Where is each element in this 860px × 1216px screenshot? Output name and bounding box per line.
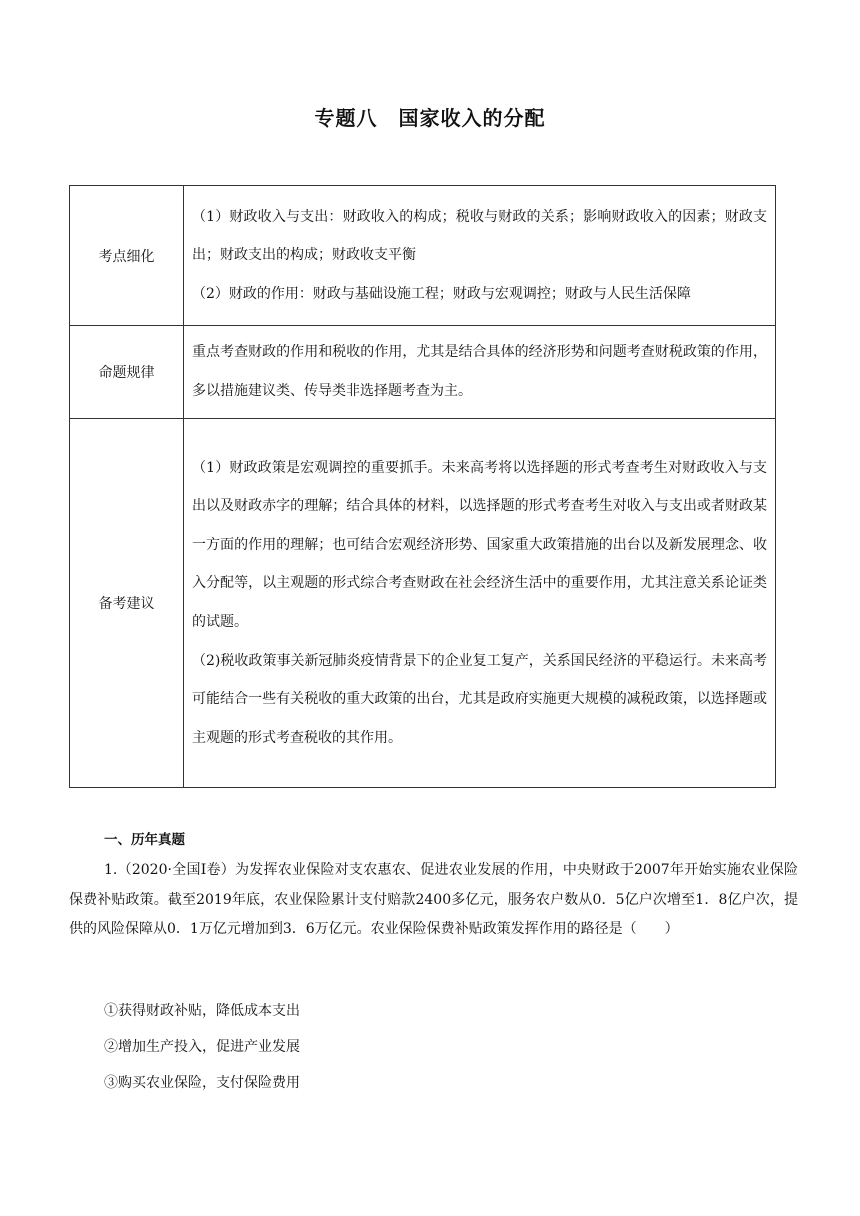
table-row-prep-advice [70, 419, 776, 788]
exam-points-paragraph-2: （2）财政的作用：财政与基础设施工程；财政与宏观调控；财政与人民生活保障 [192, 285, 691, 302]
question-option-1: ①获得财政补贴，降低成本支出 [104, 1003, 300, 1019]
table-row-exam-points [70, 186, 776, 326]
question-patterns-paragraph: 重点考查财政的作用和税收的作用，尤其是结合具体的经济形势和问题考查财税政策的作用，多以措施建议类、传导类非选择题考查为主。 [192, 344, 767, 399]
row-content-exam-points [184, 186, 776, 326]
page-title: 专题八 国家收入的分配 [314, 106, 546, 130]
exam-info-table [69, 185, 776, 788]
section-heading: 一、历年真题 [104, 832, 185, 848]
exam-points-paragraph-1: （1）财政收入与支出：财政收入的构成；税收与财政的关系；影响财政收入的因素；财政支出；财政支出的构成；财政收支平衡 [192, 208, 767, 264]
prep-advice-paragraph-2: （2)税收政策事关新冠肺炎疫情背景下的企业复工复产，关系国民经济的平稳运行。未来高考可能结合一些有关税收的重大政策的出台，尤其是政府实施更大规模的减税政策，以选择题或主观题的形式考查税收的其作用。 [192, 652, 767, 746]
row-content-prep-advice [184, 419, 776, 788]
prep-advice-paragraph-1: （1）财政政策是宏观调控的重要抓手。未来高考将以选择题的形式考查考生对财政收入与支出以及财政赤字的理解；结合具体的材料，以选择题的形式考查考生对收入与支出或者财政某一方面的作用的理解；也可结合宏观经济形势、国家重大政策措施的出台以及新发展理念、收入分配等，以主观题的形式综合考查财政在社会经济生活中的重要作用，尤其注意关系论证类的试题。 [192, 459, 767, 630]
question-option-2: ②增加生产投入，促进产业发展 [104, 1039, 300, 1055]
row-label-question-patterns: 命题规律 [70, 326, 184, 419]
question-stem: 1.（2020·全国I卷）为发挥农业保险对支农惠农、促进农业发展的作用，中央财政于2007年开始实施农业保险保费补贴政策。截至2019年底，农业保险累计支付赔款2400多亿元，服务农户数从0．5亿户次增至1．8亿户次，提供的风险保障从0．1万亿元增加到3．6万亿元。农业保险保费补贴政策发挥作用的路径是（ ） [69, 862, 798, 937]
row-content-question-patterns [184, 326, 776, 419]
question-option-3: ③购买农业保险，支付保险费用 [104, 1075, 300, 1091]
table-row-question-patterns [70, 326, 776, 419]
row-label-prep-advice: 备考建议 [70, 419, 184, 788]
row-label-exam-points: 考点细化 [70, 186, 184, 326]
